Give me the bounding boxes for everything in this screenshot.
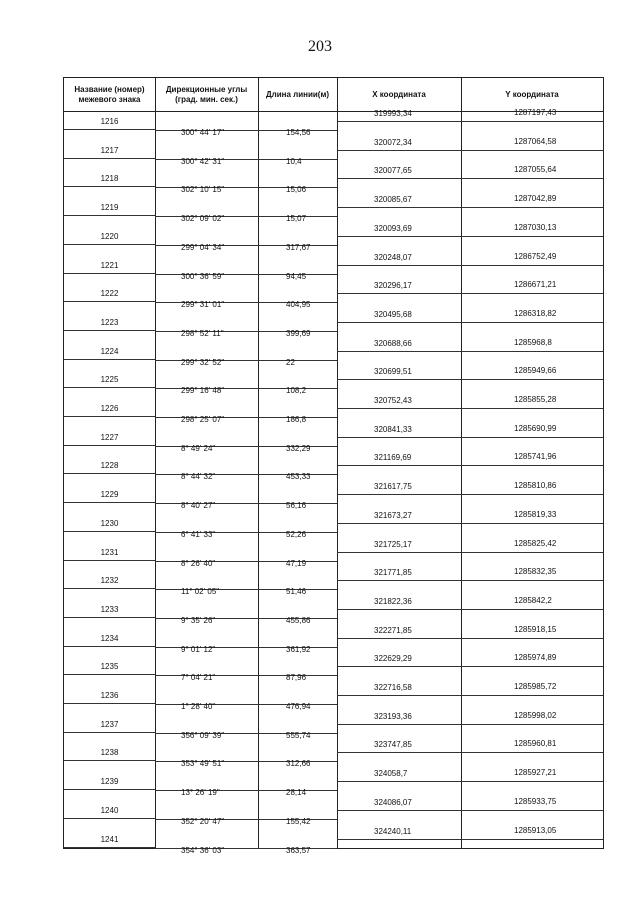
direction-angle: 8° 40' 27"	[181, 501, 216, 511]
direction-angle: 354° 36' 03"	[181, 845, 225, 855]
row-divider	[337, 265, 603, 266]
line-length: 52,26	[286, 529, 307, 539]
row-divider	[64, 732, 155, 733]
line-length: 51,46	[286, 587, 307, 597]
x-coordinate: 321822,36	[374, 596, 412, 606]
x-coordinate: 321771,85	[374, 568, 412, 578]
row-divider	[337, 322, 603, 323]
direction-angle: 299° 32' 52"	[181, 357, 225, 367]
row-divider	[337, 178, 603, 179]
row-divider	[64, 502, 155, 503]
point-name: 1236	[100, 691, 119, 700]
x-coordinate: 323747,85	[374, 740, 412, 750]
direction-angle: 8° 26' 40"	[181, 558, 216, 568]
row-divider	[64, 560, 155, 561]
row-divider	[337, 121, 603, 122]
line-length: 15,06	[286, 185, 307, 195]
line-length: 404,95	[286, 300, 311, 310]
y-coordinate: 1285949,66	[514, 366, 557, 376]
row-divider	[337, 666, 603, 667]
y-coordinate: 1285741,96	[514, 452, 557, 462]
row-divider	[64, 531, 155, 532]
line-length: 399,69	[286, 328, 311, 338]
x-coordinate: 320093,69	[374, 223, 412, 233]
direction-angle: 6° 41' 33"	[181, 529, 216, 539]
row-divider	[337, 839, 603, 840]
line-length: 56,16	[286, 501, 307, 511]
line-length: 453,33	[286, 472, 311, 482]
point-name: 1234	[100, 633, 119, 643]
direction-angle: 300° 42' 31"	[181, 156, 225, 166]
direction-angle: 299° 16' 48"	[181, 386, 225, 396]
row-divider	[64, 244, 155, 245]
direction-angle: 356° 09' 39"	[181, 730, 225, 740]
point-name: 1219	[100, 203, 119, 213]
line-length: 108,2	[286, 386, 307, 396]
direction-angle: 7° 04' 21"	[181, 673, 216, 683]
row-divider	[337, 781, 603, 782]
point-name: 1238	[100, 748, 119, 758]
line-length: 10,4	[286, 156, 302, 166]
point-name: 1237	[100, 719, 119, 729]
y-coordinate: 1287030,13	[514, 222, 557, 232]
direction-angle: 9° 01' 12"	[181, 644, 216, 654]
direction-angle: 299° 04' 34"	[181, 242, 225, 252]
x-coordinate: 321725,17	[374, 539, 412, 549]
column-divider	[337, 78, 338, 848]
y-coordinate: 1285918,15	[514, 624, 557, 634]
direction-angle: 1° 28' 40"	[181, 702, 216, 711]
coordinates-table	[63, 77, 604, 855]
line-length: 94,45	[286, 271, 307, 281]
direction-angle: 8° 44' 32"	[181, 472, 216, 482]
line-length: 155,42	[286, 816, 311, 826]
row-divider	[64, 215, 155, 216]
row-divider	[337, 437, 603, 438]
row-divider	[64, 273, 155, 274]
y-coordinate: 1287197,43	[514, 108, 557, 117]
line-length: 363,57	[286, 845, 311, 855]
point-name: 1224	[100, 346, 119, 356]
y-coordinate: 1285842,2	[514, 595, 552, 605]
x-coordinate: 321617,75	[374, 482, 412, 492]
point-name: 1221	[100, 260, 119, 270]
x-coordinate: 322271,85	[374, 625, 412, 635]
y-coordinate: 1286318,82	[514, 308, 557, 318]
direction-angle: 353° 49' 51"	[181, 759, 225, 769]
row-divider	[64, 674, 155, 675]
row-divider	[337, 810, 603, 811]
x-coordinate: 322629,29	[374, 654, 412, 664]
x-coordinate: 322716,58	[374, 683, 412, 692]
y-coordinate: 1285810,86	[514, 481, 557, 491]
line-length: 87,96	[286, 673, 307, 683]
y-coordinate: 1285960,81	[514, 739, 557, 749]
point-name: 1233	[100, 604, 119, 614]
point-name: 1217	[100, 145, 119, 155]
y-coordinate: 1285974,89	[514, 653, 557, 663]
row-divider	[337, 609, 603, 610]
x-coordinate: 321169,69	[374, 453, 412, 463]
point-name: 1232	[100, 576, 119, 586]
x-coordinate: 320841,33	[374, 424, 412, 434]
row-divider	[64, 186, 155, 187]
row-divider	[64, 416, 155, 417]
row-divider	[337, 695, 603, 696]
row-divider	[337, 150, 603, 151]
x-coordinate: 324240,11	[374, 826, 412, 836]
point-name: 1222	[100, 289, 119, 299]
row-divider	[337, 580, 603, 581]
row-divider	[337, 236, 603, 237]
direction-angle: 9° 35' 26"	[181, 615, 216, 625]
y-coordinate: 1285855,28	[514, 395, 557, 404]
point-name: 1240	[100, 805, 119, 815]
direction-angle: 300° 36' 59"	[181, 271, 225, 281]
direction-angle: 352° 20' 47"	[181, 816, 225, 826]
row-divider	[337, 465, 603, 466]
point-name: 1227	[100, 432, 119, 442]
row-divider	[337, 752, 603, 753]
row-divider	[337, 293, 603, 294]
point-name: 1231	[100, 547, 119, 557]
y-coordinate: 1285927,21	[514, 768, 557, 778]
header-direction-angle: Дирекционные углы (град. мин. сек.)	[155, 78, 258, 112]
x-coordinate: 324086,07	[374, 797, 412, 807]
y-coordinate: 1287064,58	[514, 136, 557, 146]
row-divider	[337, 379, 603, 380]
point-name: 1229	[100, 490, 119, 500]
line-length: 476,94	[286, 702, 311, 711]
point-name: 1225	[100, 375, 119, 385]
row-divider	[64, 445, 155, 446]
y-coordinate: 1285690,99	[514, 423, 557, 433]
line-length: 317,67	[286, 242, 311, 252]
direction-angle: 300° 44' 17"	[181, 128, 225, 137]
row-divider	[64, 588, 155, 589]
x-coordinate: 324058,7	[374, 769, 408, 779]
direction-angle: 299° 31' 01"	[181, 300, 225, 310]
x-coordinate: 320699,51	[374, 367, 412, 377]
point-name: 1216	[100, 117, 119, 126]
x-coordinate: 320752,43	[374, 396, 412, 405]
direction-angle: 298° 52' 11"	[181, 328, 224, 338]
point-name: 1230	[100, 518, 119, 528]
x-coordinate: 320072,34	[374, 137, 412, 147]
row-divider	[337, 552, 603, 553]
point-name: 1226	[100, 404, 119, 413]
row-divider	[337, 408, 603, 409]
y-coordinate: 1285968,8	[514, 337, 552, 347]
y-coordinate: 1285985,72	[514, 682, 557, 691]
header-point-name: Название (номер) межевого знака	[64, 78, 155, 112]
row-divider	[337, 724, 603, 725]
line-length: 154,56	[286, 128, 311, 137]
line-length: 47,19	[286, 558, 307, 568]
row-divider	[337, 523, 603, 524]
row-divider	[64, 847, 155, 848]
line-length: 455,86	[286, 615, 311, 625]
header-line-length: Длина линии(м)	[258, 78, 337, 112]
point-name: 1241	[100, 834, 119, 844]
row-divider	[64, 359, 155, 360]
line-length: 555,74	[286, 730, 311, 740]
row-divider	[64, 129, 155, 130]
x-coordinate: 320296,17	[374, 281, 412, 291]
x-coordinate: 321673,27	[374, 510, 412, 520]
row-divider	[64, 617, 155, 618]
row-divider	[64, 760, 155, 761]
row-divider	[64, 301, 155, 302]
x-coordinate: 320085,67	[374, 195, 412, 205]
y-coordinate: 1286671,21	[514, 280, 557, 290]
x-coordinate: 320248,07	[374, 252, 412, 262]
y-coordinate: 1285819,33	[514, 509, 557, 519]
header-x-coordinate: X координата	[337, 78, 461, 112]
line-length: 28,14	[286, 788, 307, 798]
row-divider	[337, 638, 603, 639]
page-number: 203	[308, 38, 332, 55]
line-length: 361,92	[286, 644, 311, 654]
direction-angle: 11° 02' 05"	[181, 587, 220, 597]
x-coordinate: 323193,36	[374, 711, 412, 721]
point-name: 1223	[100, 317, 119, 327]
row-divider	[64, 818, 155, 819]
y-coordinate: 1285913,05	[514, 825, 557, 835]
row-divider	[337, 207, 603, 208]
x-coordinate: 320077,65	[374, 166, 412, 176]
line-length: 22	[286, 357, 295, 367]
y-coordinate: 1286752,49	[514, 251, 557, 261]
row-divider	[64, 473, 155, 474]
line-length: 332,29	[286, 443, 311, 453]
row-divider	[64, 703, 155, 704]
line-length: 312,66	[286, 759, 311, 769]
direction-angle: 8° 49' 24"	[181, 443, 216, 453]
y-coordinate: 1287055,64	[514, 165, 557, 175]
x-coordinate: 320495,68	[374, 309, 412, 319]
row-divider	[337, 351, 603, 352]
point-name: 1220	[100, 231, 119, 241]
y-coordinate: 1285998,02	[514, 710, 557, 720]
y-coordinate: 1285825,42	[514, 538, 557, 548]
direction-angle: 302° 09' 02"	[181, 214, 225, 224]
row-divider	[64, 387, 155, 388]
direction-angle: 13° 26' 19"	[181, 788, 220, 798]
point-name: 1218	[100, 174, 119, 184]
point-name: 1235	[100, 662, 119, 672]
x-coordinate: 319993,34	[374, 109, 412, 118]
point-name: 1228	[100, 461, 119, 471]
row-divider	[64, 158, 155, 159]
line-length: 186,8	[286, 415, 307, 424]
direction-angle: 302° 10' 15"	[181, 185, 225, 195]
y-coordinate: 1285832,35	[514, 567, 557, 577]
row-divider	[337, 494, 603, 495]
row-divider	[64, 789, 155, 790]
y-coordinate: 1285933,75	[514, 796, 557, 806]
header-y-coordinate: Y координата	[461, 78, 603, 112]
row-divider	[64, 646, 155, 647]
direction-angle: 298° 25' 07"	[181, 415, 225, 424]
column-divider	[461, 78, 462, 848]
line-length: 15,07	[286, 214, 307, 224]
y-coordinate: 1287042,89	[514, 194, 557, 204]
row-divider	[64, 330, 155, 331]
x-coordinate: 320688,66	[374, 338, 412, 348]
point-name: 1239	[100, 777, 119, 787]
